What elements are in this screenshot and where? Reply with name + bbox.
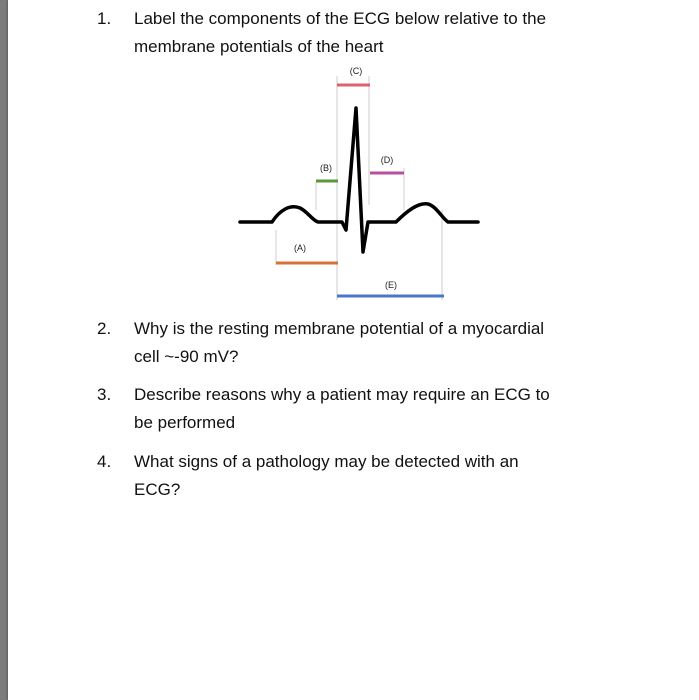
question-2-line-2: cell ~-90 mV? xyxy=(134,347,239,366)
question-4-line-2: ECG? xyxy=(134,480,181,499)
question-3-line-2: be performed xyxy=(134,413,236,432)
question-3-text xyxy=(134,381,654,437)
label-d: (D) xyxy=(380,155,394,165)
question-2-text xyxy=(134,315,654,371)
label-a: (A) xyxy=(294,243,306,253)
question-1-line-1: Label the components of the ECG below relative to the xyxy=(134,9,547,28)
question-4-line-1: What signs of a pathology may be detected with an xyxy=(134,452,519,471)
label-c: (C) xyxy=(349,66,363,76)
question-2-line-1: Why is the resting membrane potential of a myocardial xyxy=(134,319,545,338)
label-e: (E) xyxy=(385,280,397,290)
ecg-diagram xyxy=(8,0,699,310)
label-b: (B) xyxy=(320,163,332,173)
question-1-line-2: membrane potentials of the heart xyxy=(134,37,384,56)
question-3-number: 3. xyxy=(97,385,112,404)
question-1-number: 1. xyxy=(97,9,112,28)
document-page xyxy=(8,0,699,700)
question-3-line-1: Describe reasons why a patient may require an ECG to xyxy=(134,385,550,404)
question-2-number: 2. xyxy=(97,319,112,338)
question-4-text xyxy=(134,448,654,504)
question-4-number: 4. xyxy=(97,452,112,471)
